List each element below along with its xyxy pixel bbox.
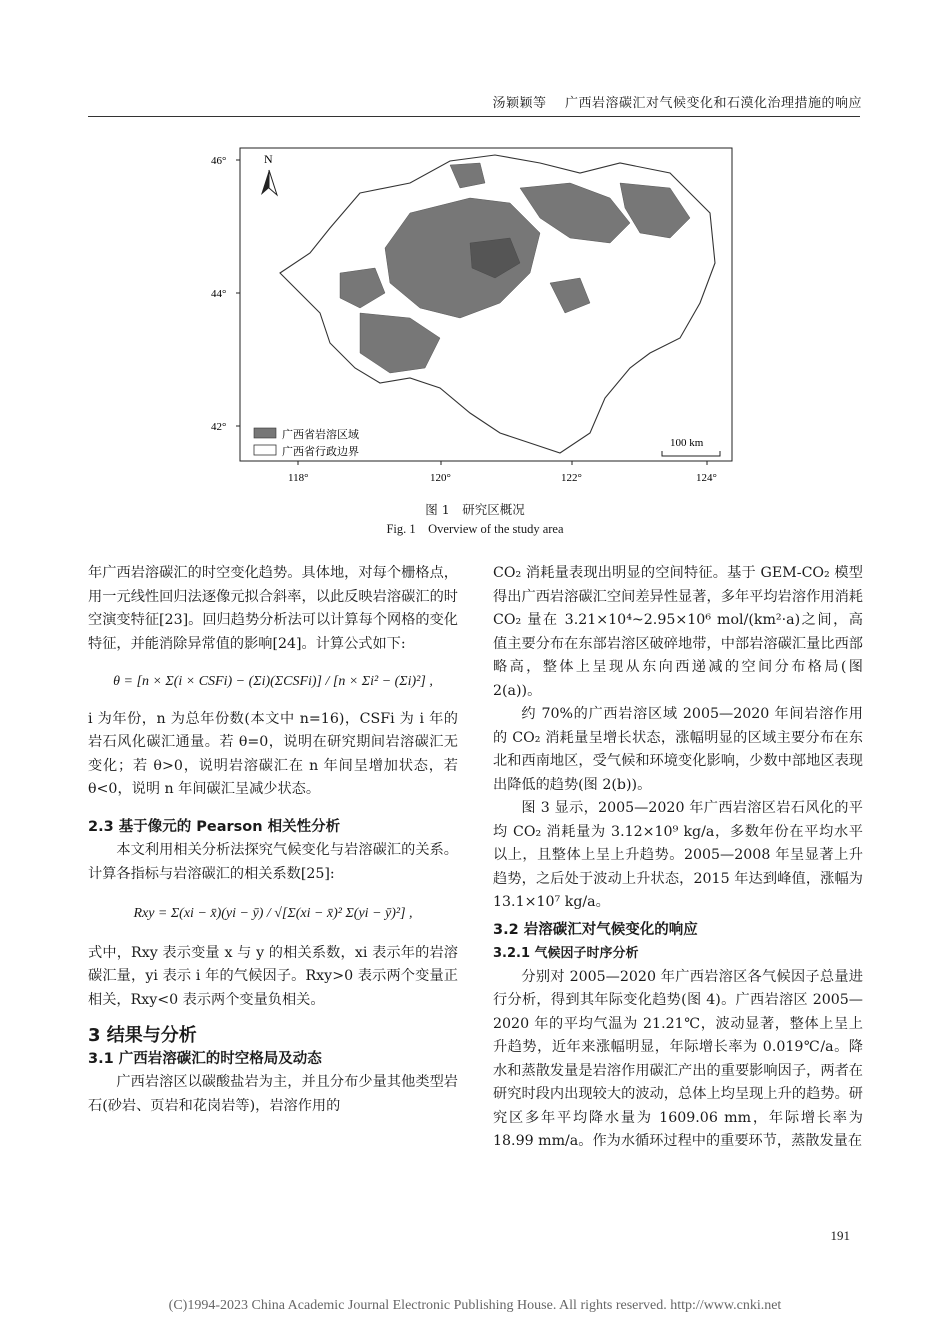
right-paragraph-1: CO₂ 消耗量表现出明显的空间特征。基于 GEM-CO₂ 模型得出广西岩溶碳汇空间差异性显著，多年平均岩溶作用消耗 CO₂ 量在 3.21×10⁴~2.95×10⁶ mol/(km²·a)之间，高值主要分布在东部岩溶区破碎地带，中部岩溶碳汇量比西部略高，整体上呈现从东向西递减的空间分布格局(图 2(a))。	[493, 565, 863, 699]
right-paragraph-4: 分别对 2005—2020 年广西岩溶区各气候因子总量进行分析，得到其年际变化趋势(图 4)。广西岩溶区 2005—2020 年的平均气温为 21.21℃，波动显著，整体上呈上升趋势，近年来涨幅明显，年际增长率为 0.019℃/a。降水和蒸散发量是岩溶作用碳汇产出的重要影响因子，两者在研究时段内出现较大的波动，总体上均呈现上升的趋势。研究区多年平均降水量为 1609.06 mm，年际增长率为 18.99 mm/a。作为水循环过程中的重要环节，蒸散发量在	[493, 968, 863, 1149]
page-number: 191	[830, 1228, 850, 1243]
left-paragraph-4: 式中，Rxy 表示变量 x 与 y 的相关系数，xi 表示年的岩溶碳汇量，yi 表示 i 年的气候因子。Rxy>0 表示两个变量正相关，Rxy<0 表示两个变量负相关。	[88, 944, 458, 1008]
copyright-footer: (C)1994-2023 China Academic Journal Electronic Publishing House. All rights reserved. http://www.cnki.net	[168, 1298, 782, 1313]
left-column	[88, 562, 458, 1118]
section-3-2-1-heading: 3.2.1 气候因子时序分析	[493, 946, 639, 961]
section-2-3-heading: 2.3 基于像元的 Pearson 相关性分析	[88, 818, 341, 835]
lat-label-42: 42°	[211, 421, 227, 433]
header-rule	[88, 116, 860, 117]
running-header	[492, 92, 862, 111]
right-paragraph-3: 图 3 显示，2005—2020 年广西岩溶区岩石风化的平均 CO₂ 消耗量为 3.12×10⁹ kg/a，多数年份在平均水平以上，且整体上呈上升趋势。2005—2008 年呈显著上升趋势，之后处于波动上升状态，2015 年达到峰值，涨幅为 13.1×10⁷ kg/a。	[493, 800, 863, 910]
svg-text:100 km: 100 km	[670, 437, 704, 449]
pearson-formula: Rxy = Σ(xi − x̄)(yi − ȳ) / √[Σ(xi − x̄)² Σ(yi − ȳ)²] ,	[133, 906, 413, 921]
right-paragraph-2: 约 70%的广西岩溶区域 2005—2020 年间岩溶作用的 CO₂ 消耗量呈增长状态，涨幅明显的区域主要分布在东北和西南地区，受气候和环境变化影响，少数中部地区表现出降低的趋势(图 2(b))。	[493, 706, 863, 793]
lat-label-44: 44°	[211, 288, 227, 300]
trend-formula: θ = [n × Σ(i × CSFi) − (Σi)(ΣCSFi)] / [n × Σi² − (Σi)²] ,	[113, 674, 433, 689]
figure-caption-en: Fig. 1 Overview of the study area	[386, 522, 564, 536]
left-paragraph-1: 年广西岩溶碳汇的时空变化趋势。具体地，对每个栅格点，用一元线性回归法逐像元拟合斜率，以此反映岩溶碳汇的时空演变特征[23]。回归趋势分析法可以计算每个网格的变化特征，并能消除异常值的影响[24]。计算公式如下:	[88, 565, 458, 652]
lon-label-124: 124°	[696, 472, 717, 484]
left-paragraph-3: 本文利用相关分析法探究气候变化与岩溶碳汇的关系。计算各指标与岩溶碳汇的相关系数[25]:	[88, 842, 458, 882]
header-title: 广西岩溶碳汇对气候变化和石漠化治理措施的响应	[564, 96, 862, 111]
svg-text:N: N	[264, 152, 273, 166]
right-column	[493, 562, 863, 1154]
left-paragraph-5: 广西岩溶区以碳酸盐岩为主，并且分布少量其他类型岩石(砂岩、页岩和花岗岩等)，岩溶作用的	[88, 1074, 458, 1114]
lon-label-122: 122°	[561, 472, 582, 484]
header-authors: 汤颖颖等	[492, 96, 547, 111]
figure-caption-cn: 图 1 研究区概况	[425, 502, 525, 517]
legend-karst: 广西省岩溶区域	[282, 428, 359, 441]
legend-border: 广西省行政边界	[282, 445, 359, 458]
study-area-map	[210, 143, 740, 488]
lon-label-118: 118°	[288, 472, 309, 484]
section-3-1-heading: 3.1 广西岩溶碳汇的时空格局及动态	[88, 1050, 322, 1067]
section-3-heading: 3 结果与分析	[88, 1025, 197, 1046]
lon-label-120: 120°	[430, 472, 451, 484]
section-3-2-heading: 3.2 岩溶碳汇对气候变化的响应	[493, 921, 698, 938]
left-paragraph-2: i 为年份，n 为总年份数(本文中 n=16)，CSFi 为 i 年的岩石风化碳汇通量。若 θ=0，说明在研究期间岩溶碳汇无变化；若 θ>0，说明岩溶碳汇在 n 年间呈增加状态，若 θ<0，说明 n 年间碳汇呈减少状态。	[88, 710, 458, 797]
lat-label-46: 46°	[211, 155, 227, 167]
